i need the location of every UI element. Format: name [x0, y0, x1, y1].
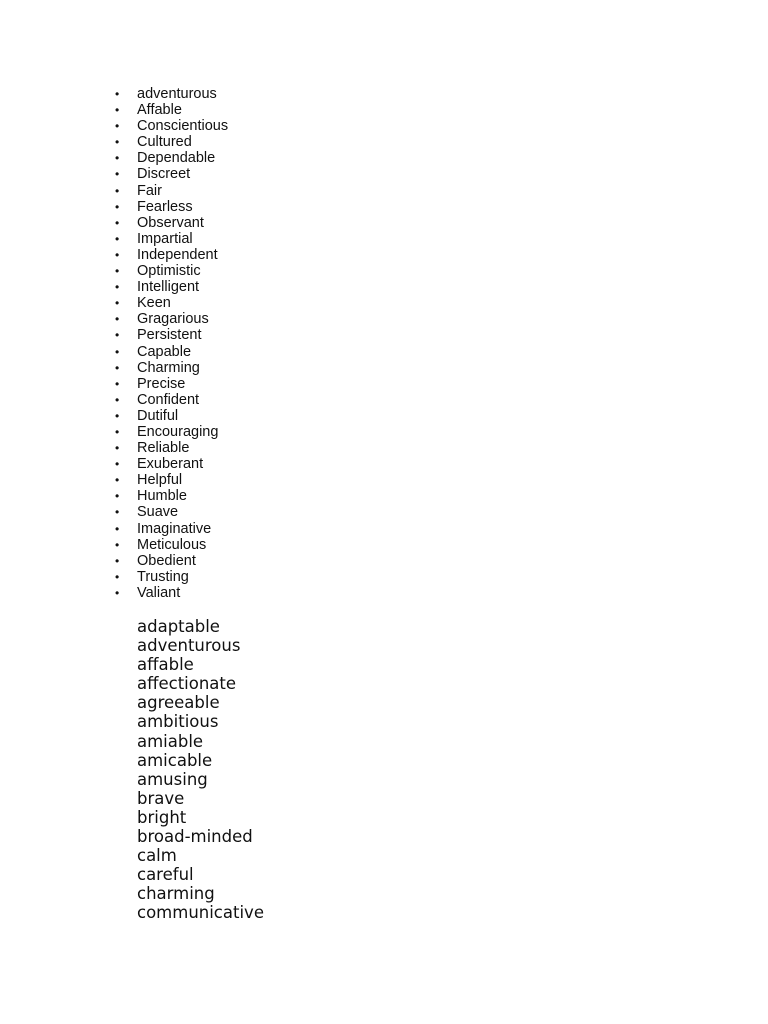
bullet-list-item: [115, 456, 228, 473]
bullet-list-item-text: Cultured: [137, 134, 192, 151]
bullet-list-item: [115, 102, 228, 119]
plain-list-item: broad-minded: [137, 827, 253, 847]
bullet-icon: •: [115, 183, 120, 198]
bullet-list-item-text: Imaginative: [137, 520, 212, 537]
bullet-icon: •: [115, 553, 120, 568]
plain-list-item: affable: [137, 655, 194, 675]
bullet-list-item-text: Encouraging: [137, 423, 219, 440]
bullet-list-item-text: Conscientious: [137, 118, 229, 135]
bullet-icon: •: [115, 344, 120, 359]
plain-list-item: amusing: [137, 769, 208, 789]
bullet-icon: •: [115, 247, 120, 262]
bullet-icon: •: [115, 457, 120, 472]
bullet-list-item-text: Exuberant: [137, 456, 204, 473]
bullet-icon: •: [115, 167, 120, 182]
bullet-list-item-text: Helpful: [137, 472, 183, 489]
bullet-list-item-text: Meticulous: [137, 536, 207, 553]
bullet-icon: •: [115, 135, 120, 150]
bullet-list-item-text: Dependable: [137, 150, 216, 167]
bullet-icon: •: [115, 473, 120, 488]
plain-list-item: amiable: [137, 731, 204, 751]
plain-list-item: bright: [137, 807, 187, 827]
bullet-icon: •: [115, 441, 120, 456]
bullet-icon: •: [115, 119, 120, 134]
bullet-icon: •: [115, 264, 120, 279]
bullet-icon: •: [115, 424, 120, 439]
bullet-list-item-text: Keen: [137, 295, 171, 312]
bullet-list-item: [115, 552, 228, 569]
bulleted-adjective-list: [115, 86, 229, 601]
plain-list-item: communicative: [137, 903, 264, 923]
bullet-list-item-text: Impartial: [137, 230, 193, 247]
bullet-list-item-text: Independent: [137, 246, 218, 263]
bullet-list-item: [115, 359, 228, 376]
bullet-list-item: [115, 536, 228, 553]
bullet-list-item-text: Discreet: [137, 166, 191, 183]
bullet-list-item-text: Gragarious: [137, 311, 209, 328]
plain-list-item: calm: [137, 846, 177, 866]
bullet-list-item-text: Suave: [137, 504, 179, 521]
bullet-list-item: [115, 295, 228, 312]
bullet-icon: •: [115, 231, 120, 246]
bullet-list-item-text: Confident: [137, 391, 200, 408]
bullet-icon: •: [115, 585, 120, 600]
bullet-list-item: [115, 343, 228, 360]
bullet-icon: •: [115, 521, 120, 536]
bullet-icon: •: [115, 103, 120, 118]
bullet-list-item: [115, 230, 228, 247]
bullet-list-item-text: Reliable: [137, 440, 190, 457]
bullet-icon: •: [115, 392, 120, 407]
bullet-list-item-text: Affable: [137, 102, 182, 119]
bullet-list-item: [115, 375, 228, 392]
bullet-list-item: [115, 246, 228, 263]
bullet-list-item-text: Capable: [137, 343, 192, 360]
bullet-list-item-text: Humble: [137, 488, 187, 505]
bullet-list-item: [115, 488, 228, 505]
bullet-icon: •: [115, 569, 120, 584]
bullet-list-item: [115, 198, 228, 215]
bullet-icon: •: [115, 199, 120, 214]
bullet-list-item: [115, 472, 228, 489]
bullet-icon: •: [115, 312, 120, 327]
bullet-list-item: [115, 504, 228, 521]
bullet-list-item: [115, 407, 228, 424]
plain-adjective-list: [137, 617, 264, 923]
plain-list-item: adventurous: [137, 636, 241, 656]
bullet-list-item-text: Obedient: [137, 552, 196, 569]
bullet-list-item-text: Fair: [137, 182, 162, 199]
bullet-list-item: [115, 134, 228, 151]
bullet-icon: •: [115, 280, 120, 295]
bullet-list-item: [115, 86, 228, 102]
bullet-list-item: [115, 150, 228, 167]
bullet-list-item: [115, 584, 228, 601]
bullet-list-item: [115, 327, 228, 344]
plain-list-item: agreeable: [137, 693, 220, 713]
bullet-list-item-text: Intelligent: [137, 279, 200, 296]
bullet-icon: •: [115, 215, 120, 230]
bullet-icon: •: [115, 328, 120, 343]
bullet-list-item: [115, 391, 228, 408]
bullet-list-item: [115, 568, 228, 585]
bullet-list-item: [115, 182, 228, 199]
bullet-icon: •: [115, 489, 120, 504]
bullet-icon: •: [115, 360, 120, 375]
plain-list-item: ambitious: [137, 712, 219, 732]
bullet-icon: •: [115, 87, 120, 101]
plain-list-item: charming: [137, 884, 215, 904]
plain-list-item: amicable: [137, 750, 213, 770]
bullet-list-item-text: Charming: [137, 359, 200, 376]
bullet-icon: •: [115, 408, 120, 423]
bullet-list-item: [115, 279, 228, 296]
plain-list-item: careful: [137, 865, 194, 885]
bullet-list-item: [115, 520, 228, 537]
bullet-icon: •: [115, 505, 120, 520]
bullet-icon: •: [115, 376, 120, 391]
bullet-list-item: [115, 166, 228, 183]
bullet-list-item: [115, 311, 228, 328]
plain-list-item: adaptable: [137, 617, 220, 636]
bullet-icon: •: [115, 151, 120, 166]
bullet-list-item: [115, 423, 228, 440]
bullet-list-item: [115, 214, 228, 231]
bullet-list-item-text: adventurous: [137, 86, 217, 102]
bullet-icon: •: [115, 296, 120, 311]
bullet-list-item-text: Optimistic: [137, 263, 201, 280]
bullet-list-item: [115, 118, 229, 135]
bullet-icon: •: [115, 537, 120, 552]
bullet-list-item: [115, 263, 228, 280]
bullet-list-item-text: Valiant: [137, 584, 181, 601]
plain-list-item: brave: [137, 788, 185, 808]
plain-list-item: affectionate: [137, 674, 237, 694]
bullet-list-item-text: Trusting: [137, 568, 189, 585]
bullet-list-item-text: Fearless: [137, 198, 193, 215]
bullet-list-item-text: Precise: [137, 375, 186, 392]
bullet-list-item-text: Observant: [137, 214, 204, 231]
bullet-list-item: [115, 440, 228, 457]
bullet-list-item-text: Persistent: [137, 327, 202, 344]
bullet-list-item-text: Dutiful: [137, 407, 179, 424]
